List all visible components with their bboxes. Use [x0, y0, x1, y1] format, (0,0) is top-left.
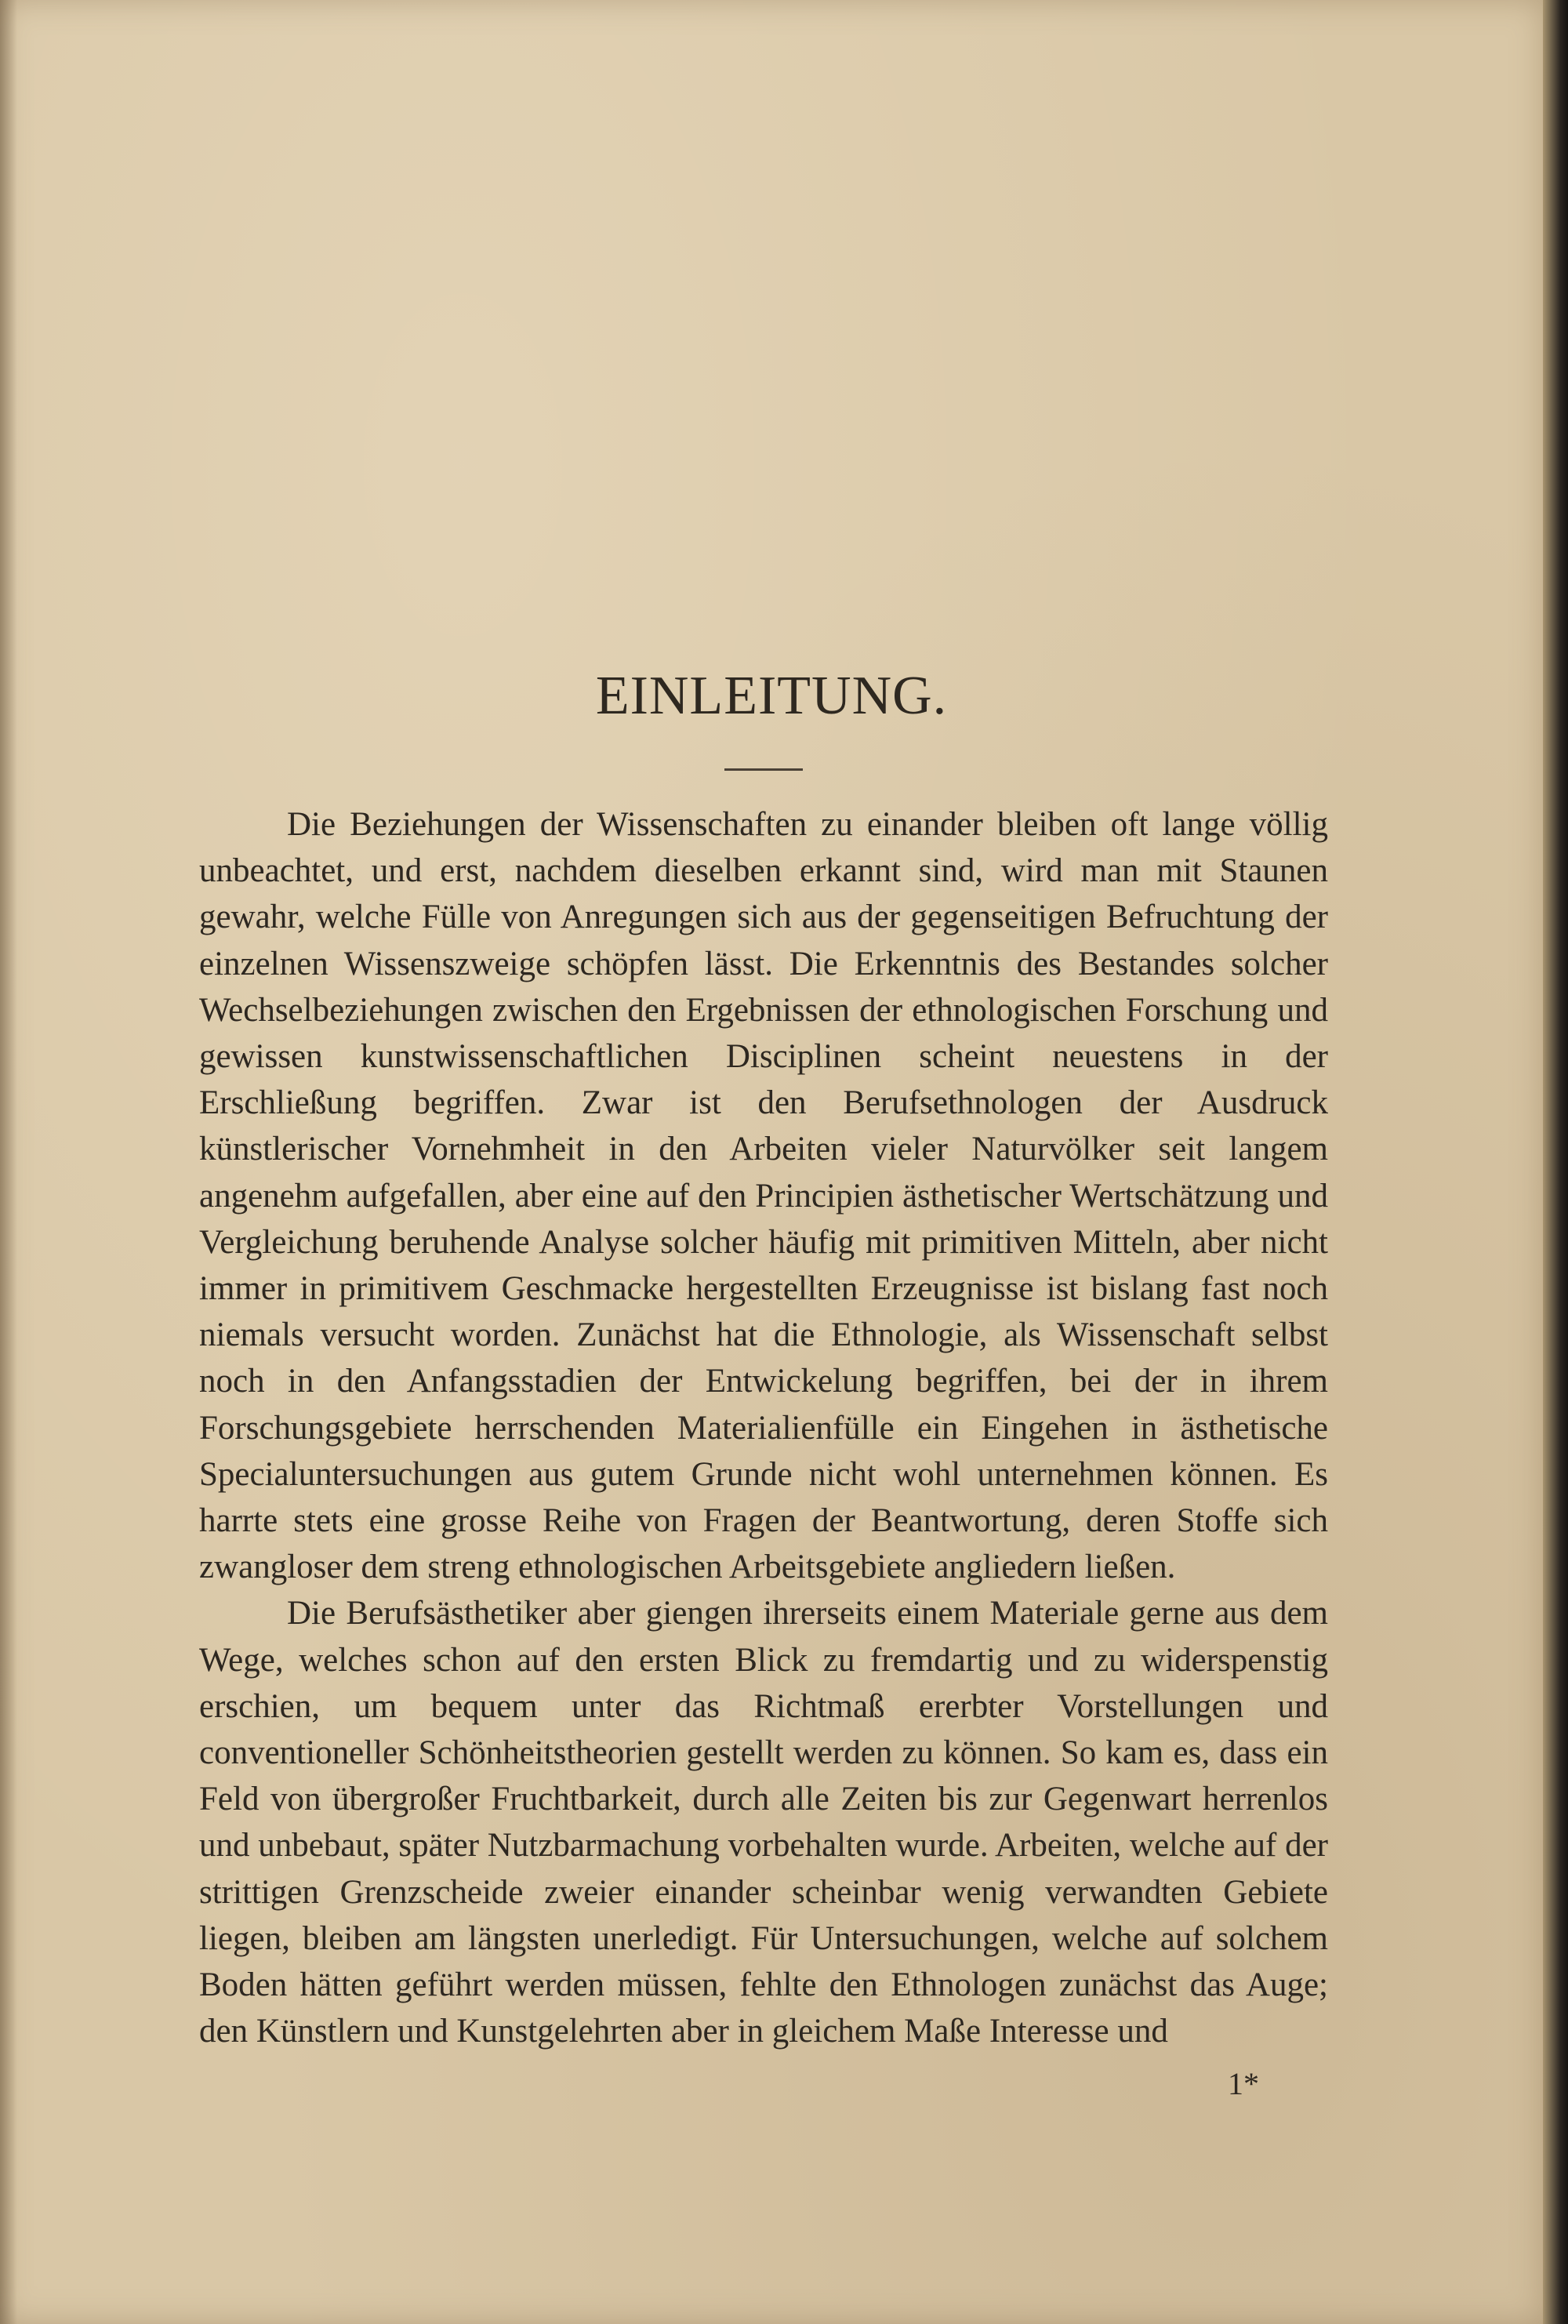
heading-rule [724, 768, 803, 771]
paragraph-1: Die Beziehungen der Wissenschaften zu einander bleiben oft lange völlig unbeachtet, und erst, nachdem dieselben erkannt sind, wird man mit Staunen gewahr, welche Fülle von Anregungen sich aus der gegenseitigen Befruchtung der einzelnen Wissenszweige schöpfen lässt. Die Erkenntnis des Bestandes solcher Wechselbeziehungen zwischen den Ergebnissen der ethnologischen Forschung und gewissen kunstwissenschaftlichen Disciplinen scheint neuestens in der Erschließung begriffen. Zwar ist den Berufsethnologen der Ausdruck künstlerischer Vornehmheit in den Arbeiten vieler Naturvölker seit langem angenehm aufgefallen, aber eine auf den Principien ästhetischer Wertschätzung und Vergleichung beruhende Analyse solcher häufig mit primitiven Mitteln, aber nicht immer in primitivem Geschmacke hergestellten Erzeugnisse ist bislang fast noch niemals versucht worden. Zunächst hat die Ethnologie, als Wissenschaft selbst noch in den Anfangsstadien der Entwickelung begriffen, bei der in ihrem Forschungsgebiete herrschenden Materialienfülle ein Eingehen in ästhetische Specialuntersuchungen aus gutem Grunde nicht wohl unternehmen können. Es harrte stets eine grosse Reihe von Fragen der Beantwortung, deren Stoffe sich zwangloser dem streng ethnologischen Arbeitsgebiete angliedern ließen. [199, 806, 1328, 1586]
paragraph-2: Die Berufsästhetiker aber giengen ihrerseits einem Materiale gerne aus dem Wege, welches schon auf den ersten Blick zu fremdartig und zu widerspenstig erschien, um bequem unter das Richtmaß ererbter Vorstellungen und conventioneller Schönheitstheorien gestellt werden zu können. So kam es, dass ein Feld von übergroßer Fruchtbarkeit, durch alle Zeiten bis zur Gegenwart herrenlos und unbebaut, später Nutzbarmachung vorbehalten wurde. Arbeiten, welche auf der strittigen Grenzscheide zweier einander scheinbar wenig verwandten Gebiete liegen, bleiben am längsten unerledigt. Für Untersuchungen, welche auf solchem Boden hätten geführt werden müssen, fehlte den Ethnologen zunächst das Auge; den Künstlern und Kunstgelehrten aber in gleichem Maße Interesse und [199, 1595, 1328, 2050]
body-text [199, 801, 1328, 2054]
chapter-heading: EINLEITUNG. [595, 666, 948, 726]
printer-signature-mark: 1* [1228, 2066, 1259, 2101]
page-edge-shadow [1543, 0, 1568, 2324]
gutter-shadow [0, 0, 17, 2324]
